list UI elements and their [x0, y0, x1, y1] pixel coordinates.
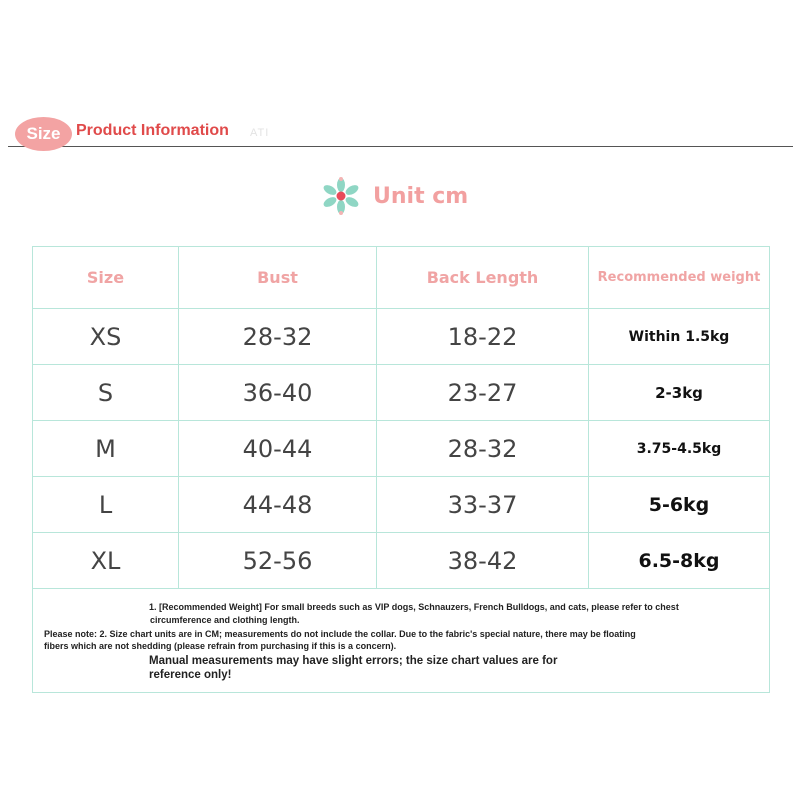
- note-size-units-cont: fibers which are not shedding (please refrain from purchasing if this is a concern).: [44, 641, 397, 651]
- table-row: [33, 477, 770, 533]
- table-row: [33, 309, 770, 365]
- table-row: [33, 421, 770, 477]
- faded-watermark-text: ATI: [250, 127, 270, 139]
- header-back-length: Back Length: [377, 247, 589, 309]
- table-row: [33, 365, 770, 421]
- weight-cell: 6.5-8kg: [589, 533, 770, 589]
- size-cell: XL: [33, 533, 179, 589]
- size-badge: [15, 117, 72, 151]
- size-cell: XS: [33, 309, 179, 365]
- notes-cell: [33, 589, 770, 693]
- bust-cell: 52-56: [179, 533, 377, 589]
- bust-cell: 28-32: [179, 309, 377, 365]
- back-length-cell: 23-27: [377, 365, 589, 421]
- bust-cell: 36-40: [179, 365, 377, 421]
- note-recommended-weight-cont: circumference and clothing length.: [150, 615, 300, 625]
- unit-heading: [321, 176, 468, 216]
- note-recommended-weight: 1. [Recommended Weight] For small breeds such as VIP dogs, Schnauzers, French Bulldogs, and cats, please refer to chest: [149, 602, 679, 612]
- back-length-cell: 18-22: [377, 309, 589, 365]
- section-title: Product Information: [76, 122, 229, 139]
- notes-row: [33, 589, 770, 693]
- size-cell: M: [33, 421, 179, 477]
- note-measurement-error: Manual measurements may have slight errors; the size chart values are for: [149, 655, 558, 667]
- table-row: [33, 533, 770, 589]
- flower-icon: [321, 176, 361, 216]
- back-length-cell: 28-32: [377, 421, 589, 477]
- weight-cell: 3.75-4.5kg: [589, 421, 770, 477]
- weight-cell: Within 1.5kg: [589, 309, 770, 365]
- size-cell: S: [33, 365, 179, 421]
- header-recommended-weight: Recommended weight: [589, 247, 770, 309]
- note-measurement-error-cont: reference only!: [149, 669, 232, 681]
- header-size: Size: [33, 247, 179, 309]
- header-divider: [8, 146, 793, 147]
- bust-cell: 44-48: [179, 477, 377, 533]
- size-badge-label: Size: [26, 124, 61, 143]
- size-cell: L: [33, 477, 179, 533]
- unit-label: Unit cm: [373, 183, 469, 209]
- back-length-cell: 38-42: [377, 533, 589, 589]
- table-header-row: [33, 247, 770, 309]
- note-size-units: Please note: 2. Size chart units are in CM; measurements do not include the collar. Due to the fabric's special nature, there may be floating: [44, 629, 636, 639]
- back-length-cell: 33-37: [377, 477, 589, 533]
- size-chart-table: [32, 246, 770, 693]
- header-bust: Bust: [179, 247, 377, 309]
- weight-cell: 2-3kg: [589, 365, 770, 421]
- bust-cell: 40-44: [179, 421, 377, 477]
- weight-cell: 5-6kg: [589, 477, 770, 533]
